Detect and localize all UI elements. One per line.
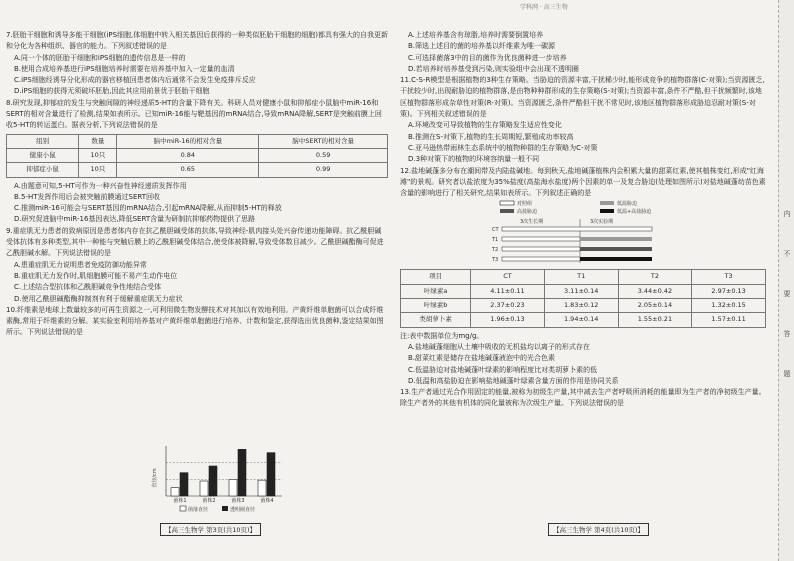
q13-stem: 13.生产者通过光合作用固定的能量,被称为初级生产量,其中减去生产者呼吸所消耗的能量即为生产者的净初级生产量。除生产者外的其他有机体的同化量被称为次级生产量。下列说法错误的是 <box>400 388 766 408</box>
treatment-legend <box>500 200 651 215</box>
q11-option-d: D.3种对策下的植物的环境容纳量一般不同 <box>408 155 540 164</box>
bar-colony-2 <box>200 481 208 496</box>
x-tick-label: 菌株1 <box>173 498 187 504</box>
legend-label-cold: 低温胁迫 <box>617 201 638 208</box>
row-label-t1: T1 <box>492 237 499 244</box>
bar-colony-3 <box>229 479 237 496</box>
q10-option-b: B.筛选上述目的菌的培养基以纤维素为唯一碳源 <box>408 42 556 51</box>
table-header: CT <box>471 270 545 284</box>
q9-stem: 9.重症肌无力患者的致病原因是患者体内存在抗乙酰胆碱受体的抗体,导致神经-肌肉接头处兴奋传递功能障碍。抗乙酰胆碱受体抗体有多种类型,其中一种能与突触后膜上的乙酰胆碱受体结合,使受体被降解,导致受体数目减少。乙酰胆碱酯酶可促进乙酰胆碱水解。下列说法错误的是 <box>6 226 384 258</box>
q12-option-d: D.低温和高盐胁迫在影响盐地碱蓬叶绿素含量方面的作用是协同关系 <box>408 376 619 385</box>
q12-note: 注:表中数据单位为mg/g。 <box>400 331 484 340</box>
margin-char: 不 <box>783 250 791 257</box>
x-tick-label: 菌株3 <box>231 498 245 504</box>
table-header: T1 <box>544 270 618 284</box>
table-cell: 抑郁症小鼠 <box>7 163 79 177</box>
q9-option-d: D.使用乙酰胆碱酯酶抑制剂有利于缓解重症肌无力症状 <box>14 294 183 303</box>
q7-option-d: D.iPS细胞的获得无须破坏胚胎,因此其应用前景优于胚胎干细胞 <box>14 87 210 96</box>
table-header: 项目 <box>401 270 471 284</box>
table-cell: 2.97±0.13 <box>692 284 766 298</box>
table-row <box>7 148 388 162</box>
q8-option-a: A.由题意可知,5-HT可作为一种兴奋性神经递质发挥作用 <box>14 181 187 190</box>
legend-swatch-halo <box>222 506 228 511</box>
bar-halo-3 <box>238 449 246 496</box>
q9-option-b: B.重症肌无力发作时,肌细胞膜可能不易产生动作电位 <box>14 271 178 280</box>
q8-table <box>6 134 388 178</box>
q11-stem: 11.C-S-R模型是根据植物的3种生存策略。当胁迫的资源丰富,干扰稀少时,能形成竞争的植物群落(C-对策);当资源匮乏,干扰较少时,出现耐胁迫的植物群落,是由物种种群形成的生存策略(S-对策);当资源丰富,条件不严酷,但干扰频繁时,该地区植物群落形成杂草性对策(R-对策)。当资源匮乏,条件严酷但干扰不常见时,该地区植物群落形成胁迫忍耐对策(S-对策)。下列相关叙述错误的是 <box>400 76 765 119</box>
row-label-t2: T2 <box>492 247 499 254</box>
bar-halo-1 <box>180 473 188 496</box>
legend-label-control: 对照组 <box>517 201 533 208</box>
table-cell: 1.96±0.13 <box>471 313 545 327</box>
table-row <box>401 313 766 327</box>
bar-t2-pre <box>502 247 580 251</box>
q7-stem: 7.胚胎干细胞和诱导多能干细胞(iPS细胞,体细胞中转入相关基因后获得的一种类似胚胎干细胞的细胞)都具有强大的自我更新和分化为各种组织、器官的能力。下列叙述错误的是 <box>6 31 388 51</box>
table-cell: 1.57±0.11 <box>692 313 766 327</box>
row-label-ct: CT <box>492 227 499 234</box>
legend-swatch-cold <box>600 201 614 205</box>
q12-table <box>400 269 766 327</box>
table-cell: 叶绿素b <box>401 299 471 313</box>
q8-stem: 8.研究发现,抑郁症的发生与突触间隙的神经递质5-HT的含量下降有关。科研人员对健康小鼠和抑郁症小鼠脑中miR-16和SERT的相对含量进行了检测,结果如表所示。已知miR-16能与靶基因的mRNA结合,导致mRNA降解,SERT是突触前膜上回收5-HT的转运蛋白。据表分析,下列说法错误的是 <box>6 98 382 130</box>
bar-t3-treat <box>580 257 652 261</box>
table-cell: 10只 <box>79 163 117 177</box>
chart-ylabel: 直径/cm <box>152 468 158 488</box>
bar-halo-2 <box>209 466 217 496</box>
treatment-diagram <box>400 199 766 267</box>
q11-option-b: B.推测在S-对策下,植物的生长周期短,繁殖成功率较高 <box>408 132 574 141</box>
phase1-label: 3次生长期 <box>520 219 544 226</box>
row-label-t3: T3 <box>492 257 499 264</box>
margin-char: 题 <box>783 370 791 377</box>
legend-swatch-salt <box>500 209 514 213</box>
q7-option-a: A.同一个体的胚胎干细胞和iPS细胞的遗传信息是一样的 <box>14 53 186 62</box>
table-cell: 2.05±0.14 <box>618 299 692 313</box>
table-header: T2 <box>618 270 692 284</box>
page-footer-left: 【高三生物学 第3页(共10页)】 <box>160 523 261 536</box>
legend-label-salt: 高盐胁迫 <box>517 209 538 216</box>
strain-bar-chart <box>150 438 290 516</box>
legend-swatch-combined <box>600 209 614 213</box>
table-cell: 10只 <box>79 148 117 162</box>
legend-swatch-colony <box>180 506 186 511</box>
table-cell: 0.84 <box>117 148 259 162</box>
table-cell: 0.99 <box>259 163 388 177</box>
table-cell: 0.59 <box>259 148 388 162</box>
q12-option-c: C.低温胁迫对盐地碱蓬叶绿素的影响程度比对类胡萝卜素的低 <box>408 365 598 374</box>
margin-char: 答 <box>783 330 791 337</box>
q7-option-b: B.使用合成培养基进行iPS细胞培养时需要在培养基中加入一定量的血清 <box>14 64 235 73</box>
margin-char: 内 <box>783 210 791 217</box>
x-tick-label: 菌株2 <box>202 498 216 504</box>
table-cell: 叶绿素a <box>401 284 471 298</box>
bar-t2-treat <box>580 247 652 251</box>
q8-option-d: D.研究促进脑中miR-16基因表达,降低SERT含量为研制抗抑郁药物提供了思路 <box>14 215 256 224</box>
table-cell: 0.65 <box>117 163 259 177</box>
page-footer-right: 【高三生物学 第4页(共10页)】 <box>548 523 649 536</box>
table-cell: 3.44±0.42 <box>618 284 692 298</box>
table-cell: 2.37±0.23 <box>471 299 545 313</box>
table-header: 脑中SERT的相对含量 <box>259 134 388 148</box>
margin-char: 要 <box>783 290 791 297</box>
q8-option-b: B.5-HT发挥作用后会被突触前膜通过SERT回收 <box>14 192 161 201</box>
bar-t1-treat <box>580 237 652 241</box>
q10-option-a: A.上述培养基含有琼脂,培养时需要倒置培养 <box>408 31 544 39</box>
table-cell: 4.11±0.11 <box>471 284 545 298</box>
legend-swatch-control <box>500 201 514 205</box>
bar-halo-4 <box>267 453 275 496</box>
table-header: 数量 <box>79 134 117 148</box>
bar-t3-pre <box>502 257 580 261</box>
top-mark: 学科网 · 高三生物 <box>520 4 568 11</box>
table-cell: 1.94±0.14 <box>544 313 618 327</box>
bar-ct <box>502 227 652 231</box>
table-header: 组别 <box>7 134 79 148</box>
q10-option-d: D.若培养时培养基受到污染,则实验组中会出现不透明圈 <box>408 64 579 73</box>
q12-option-b: B.甜菜红素是储存在盐地碱蓬液泡中的光合色素 <box>408 354 556 363</box>
table-header: 脑中miR-16的相对含量 <box>117 134 259 148</box>
table-cell: 类胡萝卜素 <box>401 313 471 327</box>
x-tick-label: 菌株4 <box>260 498 274 504</box>
table-row <box>7 163 388 177</box>
q12-stem: 12.盐地碱蓬多分布在潮间带及内陆盐碱地。每到秋天,盐地碱蓬植株内会积累大量的甜菜红素,使其植株变红,形成"红海滩"的景观。研究者以盐浓度为35%盐度(高盐海水盐度)两个因素的单一及复合胁迫(处理如图所示)对盐地碱蓬幼苗色素含量的影响进行了相关研究,结果如表所示。下列叙述正确的是 <box>400 166 766 198</box>
legend-label-colony: 菌落直径 <box>188 507 209 513</box>
q7-option-c: C.iPS细胞经诱导分化形成的器官移植回患者体内后通常不会发生免疫排斥反应 <box>14 76 256 85</box>
table-cell: 1.55±0.21 <box>618 313 692 327</box>
bar-colony-4 <box>258 480 266 496</box>
q11-option-a: A.环境改变可导致植物的生存策略发生适应性变化 <box>408 121 562 130</box>
table-header: T3 <box>692 270 766 284</box>
bar-t1-pre <box>502 237 580 241</box>
chart-legend <box>180 506 255 513</box>
table-cell: 3.11±0.14 <box>544 284 618 298</box>
table-cell: 1.32±0.15 <box>692 299 766 313</box>
q9-option-a: A.患重症肌无力说明患者免疫防御功能异常 <box>14 260 147 269</box>
phase2-label: 3次实验期 <box>590 219 614 226</box>
bar-colony-1 <box>171 488 179 496</box>
left-column <box>6 30 388 339</box>
table-cell: 1.83±0.12 <box>544 299 618 313</box>
table-row <box>401 299 766 313</box>
q10-option-c: C.可选择菌落3中的目的菌作为优良菌种进一步培养 <box>408 53 567 62</box>
binding-margin <box>778 0 794 561</box>
q11-option-c: C.亚马逊热带雨林生态系统中的植物种群的生存策略为C-对策 <box>408 143 598 152</box>
right-column <box>400 30 766 410</box>
table-row <box>401 284 766 298</box>
legend-label-halo: 透明圈直径 <box>230 507 256 513</box>
table-cell: 健康小鼠 <box>7 148 79 162</box>
q9-option-c: C.上述结合型抗体和乙酰胆碱竞争性地结合受体 <box>14 283 162 292</box>
legend-label-combined: 低温+高盐胁迫 <box>617 209 652 216</box>
q10-stem: 10.纤维素是地球上数量较多的可再生资源之一,可利用微生物发酵技术对其加以有效地利用。产黄纤维单胞菌可以合成纤维素酶,常用于纤维素的分解。某实验室利用培养基对产黄纤维单胞菌进行培养、计数和鉴定,获得选出优良菌种,鉴定结果如图所示。下列说法错误的是 <box>6 305 384 337</box>
q8-option-c: C.推测miR-16可能会与SERT基因的mRNA结合,引起mRNA降解,从而抑制5-HT的释放 <box>14 204 282 213</box>
q12-option-a: A.盐地碱蓬细胞从土壤中吸收的无机盐均以离子的形式存在 <box>408 342 590 351</box>
